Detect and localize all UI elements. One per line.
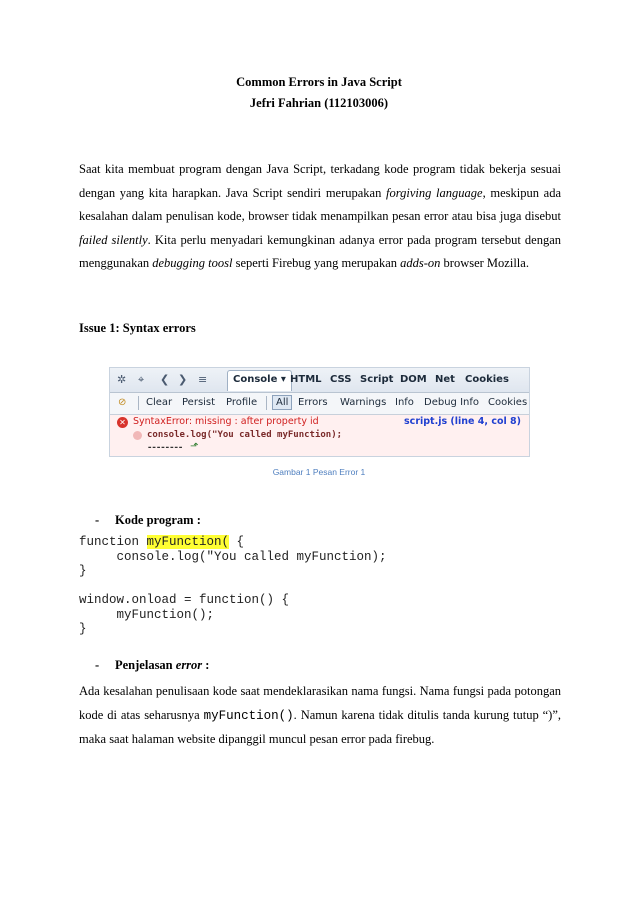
forward-icon: ❯: [178, 373, 188, 386]
tab-html: HTML: [290, 374, 322, 385]
breakpoint-icon: [133, 431, 142, 440]
tab-css: CSS: [330, 374, 352, 385]
bullet-emphasis: error: [175, 658, 203, 672]
code-line: console.log("You called myFunction);: [79, 549, 387, 564]
code-line: window.onload = function() {: [79, 593, 290, 607]
bullet-label: Penjelasan: [115, 658, 176, 672]
figure-caption: Gambar 1 Pesan Error 1: [272, 467, 366, 477]
inspect-icon: ⌖: [138, 373, 145, 386]
intro-text-4: seperti Firebug yang merupakan: [232, 256, 401, 270]
explanation-bullet: [95, 658, 209, 673]
intro-text-3: . Kita perlu menyadari kemungkinan adanya error pada program tersebut dengan menggunakan: [79, 232, 561, 270]
intro-emphasis-4: adds-on: [400, 256, 441, 270]
intro-emphasis-1: forgiving language: [386, 185, 483, 200]
intro-text-5: browser Mozilla.: [440, 256, 529, 270]
intro-emphasis-3: debugging toosl: [152, 256, 233, 270]
tab-dom: DOM: [400, 374, 427, 385]
intro-text-2: , meskipun ada kesalahan dalam penulisan kode, browser tidak menampilkan pesan error atau bisa juga disebut: [79, 185, 561, 223]
persist-button: Persist: [182, 397, 216, 408]
bullet-dash: -: [95, 513, 100, 527]
intro-emphasis-2: failed silently: [79, 232, 148, 247]
bullet-colon: :: [202, 658, 210, 672]
toolbar-separator: [138, 396, 139, 410]
code-bullet: [95, 513, 201, 528]
code-line: function: [79, 535, 147, 549]
back-icon: ❮: [160, 373, 170, 386]
firebug-console-toolbar: [110, 393, 529, 415]
bullet-dash: -: [95, 658, 100, 672]
filter-debug-info-button: Debug Info: [424, 397, 479, 408]
toolbar-separator: [266, 396, 267, 410]
firebug-bug-icon: ✲: [117, 373, 127, 386]
issue-heading: Issue 1: Syntax errors: [79, 321, 196, 335]
explanation-paragraph: [79, 680, 561, 752]
filter-info-button: Info: [395, 397, 414, 408]
explanation-text-1: Ada kesalahan penulisaan kode saat mendeklarasikan nama fungsi. Nama fungsi pada potongan kode di atas seharusnya: [79, 684, 561, 722]
error-location-link: script.js (line 4, col 8): [404, 416, 521, 427]
intro-paragraph: [79, 158, 561, 276]
error-message: SyntaxError: missing : after property id: [133, 416, 319, 427]
tab-console: Console ▾: [227, 370, 292, 391]
filter-warnings-button: Warnings: [340, 397, 387, 408]
command-line-icon: ≡: [198, 373, 208, 386]
filter-errors-button: Errors: [298, 397, 328, 408]
console-error-entry: [110, 415, 529, 457]
firebug-screenshot: [109, 367, 530, 457]
error-source-line: console.log("You called myFunction);: [147, 430, 343, 440]
clear-console-icon: ⊘: [118, 397, 127, 408]
highlighted-code: myFunction(: [146, 535, 230, 549]
explanation-text-2: . Namun karena tidak ditulis tanda kurung tutup “)”, maka saat halaman website dipanggil muncul pesan error pada firebug.: [79, 707, 561, 746]
code-line: myFunction();: [79, 607, 215, 622]
code-line: {: [229, 535, 245, 549]
tab-net: Net: [435, 374, 455, 385]
tab-script: Script: [360, 374, 394, 385]
error-icon: ✕: [117, 417, 128, 428]
intro-text-1: Saat kita membuat program dengan Java Script, terkadang kode program tidak bekerja sesuai dengan yang kita harapkan. Java Script sendiri merupakan: [79, 162, 561, 200]
error-caret-icon: ⬏: [190, 441, 199, 452]
clear-button: Clear: [146, 397, 173, 408]
error-pointer: --------: [147, 443, 183, 453]
firebug-tab-bar: [110, 368, 529, 393]
code-line: }: [79, 622, 87, 636]
filter-cookies-button: Cookies: [488, 397, 528, 408]
tab-cookies: Cookies: [465, 374, 509, 385]
document-author: Jefri Fahrian (112103006): [249, 96, 389, 110]
inline-code: myFunction(): [203, 708, 294, 723]
filter-all-button: All: [272, 395, 292, 410]
code-block: [79, 535, 387, 637]
profile-button: Profile: [226, 397, 258, 408]
code-line: }: [79, 564, 87, 578]
document-title: Common Errors in Java Script: [236, 75, 402, 89]
bullet-label: Kode program :: [115, 513, 201, 527]
